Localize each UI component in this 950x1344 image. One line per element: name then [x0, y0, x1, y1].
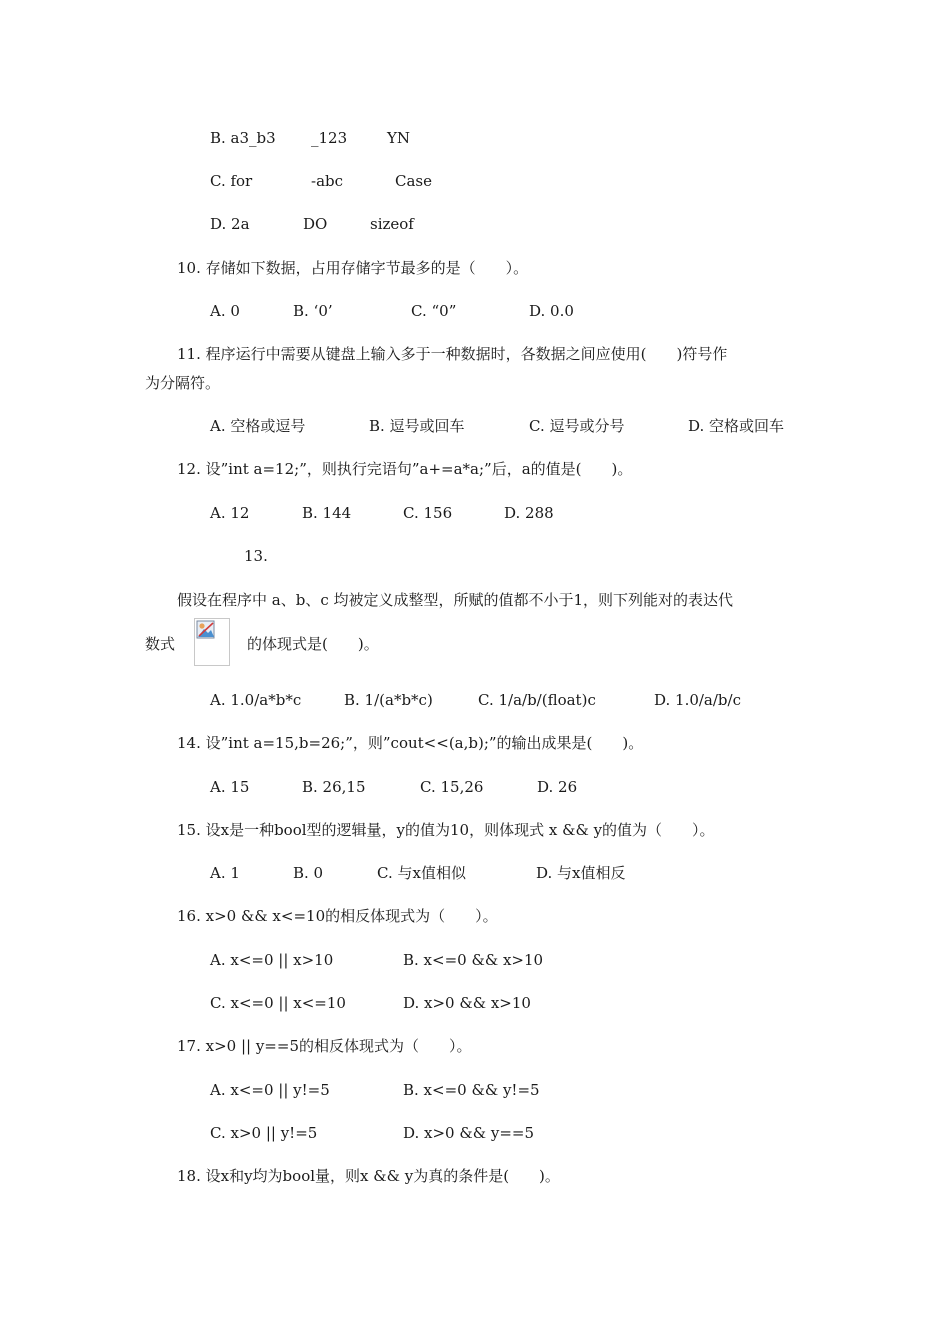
q16-option-c: C. x<=0 || x<=10: [210, 994, 346, 1012]
q12-option-a: A. 12: [210, 504, 250, 522]
q10-option-d: D. 0.0: [529, 302, 574, 320]
q13-stem-suffix: 的体现式是( )。: [247, 635, 379, 653]
q14-option-a: A. 15: [210, 778, 250, 796]
q11-option-a: A. 空格或逗号: [210, 417, 306, 435]
q13-stem-line1: 假设在程序中 a、b、c 均被定义成整型，所赋的值都不小于1，则下列能对的表达代: [177, 591, 734, 609]
q13-option-c: C. 1/a/b/(float)c: [478, 691, 596, 709]
q14-option-c: C. 15,26: [420, 778, 484, 796]
q16-option-a: A. x<=0 || x>10: [210, 951, 334, 969]
q13-option-b: B. 1/(a*b*c): [344, 691, 433, 709]
q12-option-d: D. 288: [504, 504, 554, 522]
broken-image-icon: [194, 618, 230, 666]
q10-stem: 10. 存储如下数据，占用存储字节最多的是（ ）。: [177, 259, 529, 277]
q9-option-c-3: Case: [395, 172, 432, 190]
q10-option-c: C. “0”: [411, 302, 457, 320]
q10-option-a: A. 0: [210, 302, 240, 320]
q11-stem-line1: 11. 程序运行中需要从键盘上输入多于一种数据时，各数据之间应使用( )符号作: [177, 345, 728, 363]
q11-option-c: C. 逗号或分号: [529, 417, 625, 435]
q16-option-b: B. x<=0 && x>10: [403, 951, 544, 969]
q12-option-c: C. 156: [403, 504, 453, 522]
q13-option-a: A. 1.0/a*b*c: [210, 691, 302, 709]
q16-option-d: D. x>0 && x>10: [403, 994, 531, 1012]
q10-option-b: B. ‘0’: [293, 302, 333, 320]
q15-option-b: B. 0: [293, 864, 324, 882]
q15-option-d: D. 与x值相反: [536, 864, 626, 882]
q17-option-a: A. x<=0 || y!=5: [210, 1081, 330, 1099]
q9-option-b-1: B. a3_b3: [210, 129, 276, 147]
q15-option-c: C. 与x值相似: [377, 864, 466, 882]
q11-stem-line2: 为分隔符。: [145, 374, 221, 392]
q9-option-d-3: sizeof: [370, 215, 414, 233]
q13-number: 13.: [244, 547, 268, 565]
q17-option-d: D. x>0 && y==5: [403, 1124, 534, 1142]
q17-option-b: B. x<=0 && y!=5: [403, 1081, 540, 1099]
q9-option-c-1: C. for: [210, 172, 253, 190]
q18-stem: 18. 设x和y均为bool量，则x && y为真的条件是( )。: [177, 1167, 560, 1185]
q9-option-b-3: YN: [387, 129, 411, 147]
q9-option-b-2: _123: [311, 129, 348, 147]
q14-option-d: D. 26: [537, 778, 578, 796]
q11-option-b: B. 逗号或回车: [369, 417, 465, 435]
q14-option-b: B. 26,15: [302, 778, 366, 796]
q9-option-d-1: D. 2a: [210, 215, 250, 233]
q17-stem: 17. x>0 || y==5的相反体现式为（ ）。: [177, 1037, 472, 1055]
q12-stem: 12. 设”int a=12;”，则执行完语句”a+=a*a;”后，a的值是( )。: [177, 460, 633, 478]
q16-stem: 16. x>0 && x<=10的相反体现式为（ ）。: [177, 907, 498, 925]
q9-option-c-2: -abc: [311, 172, 344, 190]
q13-stem-prefix: 数式: [145, 635, 176, 653]
q11-option-d: D. 空格或回车: [688, 417, 785, 435]
q14-stem: 14. 设”int a=15,b=26;”，则”cout<<(a,b);”的输出成果是( )。: [177, 734, 644, 752]
q12-option-b: B. 144: [302, 504, 352, 522]
q13-option-d: D. 1.0/a/b/c: [654, 691, 741, 709]
q15-option-a: A. 1: [210, 864, 240, 882]
q17-option-c: C. x>0 || y!=5: [210, 1124, 318, 1142]
q15-stem: 15. 设x是一种bool型的逻辑量，y的值为10，则体现式 x && y的值为（ ）。: [177, 821, 715, 839]
q9-option-d-2: DO: [303, 215, 328, 233]
